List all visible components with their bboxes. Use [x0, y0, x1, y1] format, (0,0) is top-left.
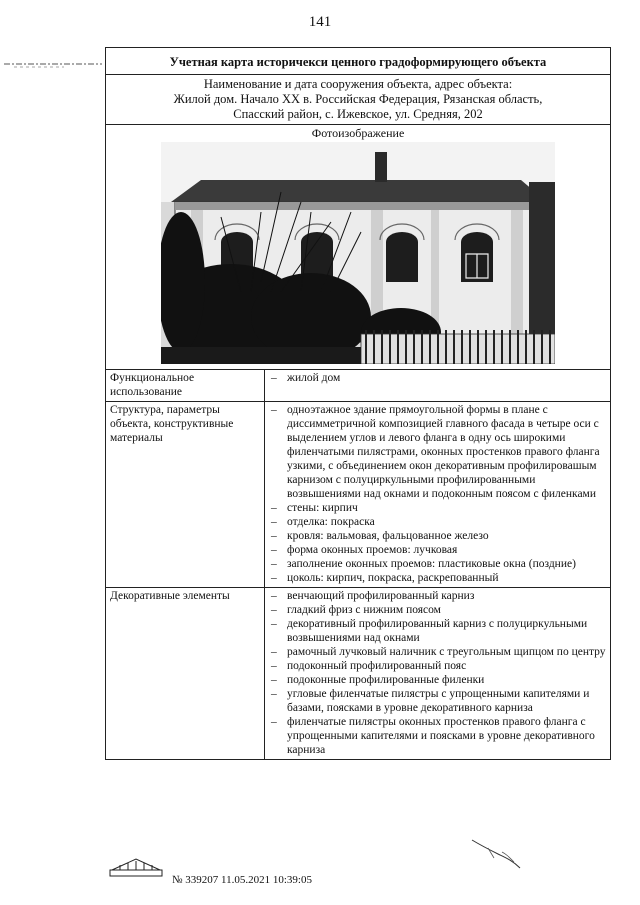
list-item: – цоколь: кирпич, покраска, раскрепованный: [269, 571, 606, 585]
value-list: [269, 371, 606, 385]
table-row: [106, 588, 610, 760]
heritage-object-card: [105, 47, 611, 760]
house-photo-image: [161, 142, 555, 364]
value-list: [269, 589, 606, 757]
table-row: [106, 370, 610, 402]
card-title: Учетная карта историчекси ценного градоформирующего объекта: [106, 48, 610, 75]
row-value: [265, 402, 611, 588]
list-item: – кровля: вальмовая, фальцованное железо: [269, 529, 606, 543]
row-label: Структура, параметры объекта, конструктивные материалы: [106, 402, 265, 588]
page-number: 141: [308, 14, 332, 30]
list-item: – одноэтажное здание прямоугольной формы в плане с диссимметричной композицией главного фасада в четыре оси с выделением углов и левого фланга в одну ось широкими филенчатыми пилястрами, оконных простенков правого фланга узкими, с объединением окон декоративным профилировашым карнизом с полуциркульными профилированными возвышениями над окнами и подоконным поясом с филенками: [269, 403, 606, 501]
scan-artifact-mark: [4, 60, 104, 70]
object-address-block: [106, 75, 610, 125]
row-label: Функциональное использование: [106, 370, 265, 402]
list-item: – жилой дом: [269, 371, 606, 385]
value-list: [269, 403, 606, 585]
list-item: – подоконный профилированный пояс: [269, 659, 606, 673]
list-item: – рамочный лучковый наличник с треугольным щипцом по центру: [269, 645, 606, 659]
photo-caption: Фотоизображение: [311, 126, 405, 140]
address-line: Жилой дом. Начало XX в. Российская Федерация, Рязанская область,: [173, 92, 543, 106]
list-item: – отделка: покраска: [269, 515, 606, 529]
list-item: – форма оконных проемов: лучковая: [269, 543, 606, 557]
photo-section: [106, 125, 610, 370]
row-value: [265, 370, 611, 402]
list-item: – подоконные профилированные филенки: [269, 673, 606, 687]
building-logo-icon: [108, 856, 164, 878]
row-label: Декоративные элементы: [106, 588, 265, 760]
list-item: – декоративный профилированный карниз с полуциркульными возвышениями над окнами: [269, 617, 606, 645]
list-item: – венчающий профилированный карниз: [269, 589, 606, 603]
building-photo: [161, 142, 555, 364]
table-row: [106, 402, 610, 588]
list-item: – филенчатые пилястры оконных простенков правого фланга с упрощенными капителями и поясками в уровне декоративного карниза: [269, 715, 606, 757]
address-line: Наименование и дата сооружения объекта, адрес объекта:: [203, 77, 513, 91]
list-item: – заполнение оконных проемов: пластиковые окна (поздние): [269, 557, 606, 571]
address-line: Спасский район, с. Ижевское, ул. Средняя, 202: [233, 107, 483, 121]
properties-table: [106, 370, 610, 759]
signature-mark: [468, 834, 528, 874]
document-registration-stamp: № 339207 11.05.2021 10:39:05: [172, 874, 312, 886]
list-item: – стены: кирпич: [269, 501, 606, 515]
row-value: [265, 588, 611, 760]
list-item: – угловые филенчатые пилястры с упрощенными капителями и базами, поясками в уровне декоративного карниза: [269, 687, 606, 715]
list-item: – гладкий фриз с нижним поясом: [269, 603, 606, 617]
page-footer: [108, 856, 628, 896]
